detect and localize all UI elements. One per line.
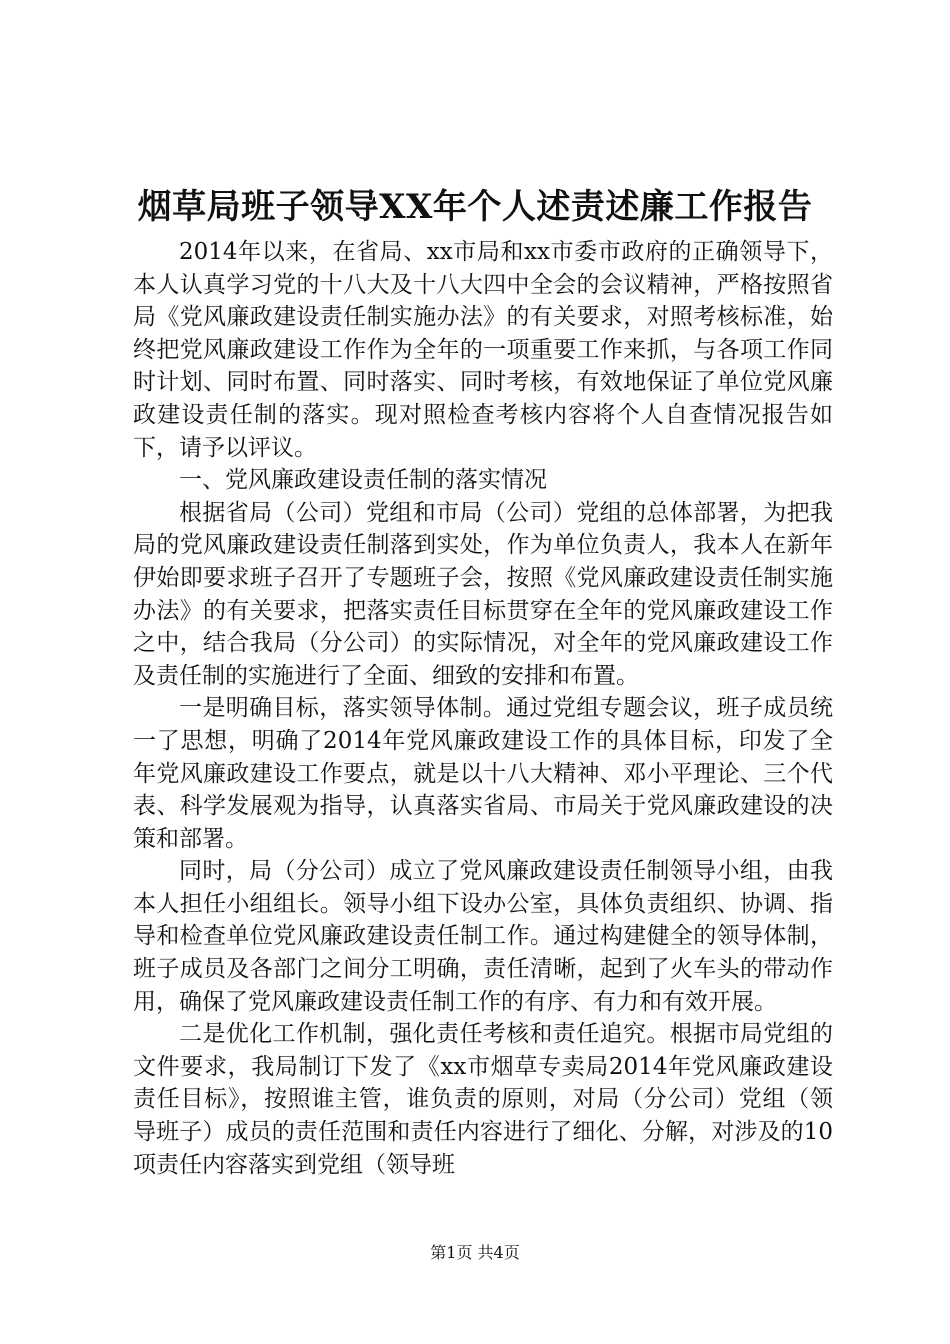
paragraph-intro: 2014年以来，在省局、xx市局和xx市委市政府的正确领导下，本人认真学习党的十八大及十八大四中全会的会议精神，严格按照省局《党风廉政建设责任制实施办法》的有关要求，对照考核标准，始终把党风廉政建设工作作为全年的一项重要工作来抓，与各项工作同时计划、同时布置、同时落实、同时考核，有效地保证了单位党风廉政建设责任制的落实。现对照检查考核内容将个人自查情况报告如下，请予以评议。: [133, 239, 833, 461]
section-heading-1: 一、党风廉政建设责任制的落实情况: [179, 467, 547, 494]
paragraph-work-mechanism: 二是优化工作机制，强化责任考核和责任追究。根据市局党组的文件要求，我局制订下发了《xx市烟草专卖局2014年党风廉政建设责任目标》，按照谁主管，谁负责的原则，对局（分公司）党组（领导班子）成员的责任范围和责任内容进行了细化、分解，对涉及的10项责任内容落实到党组（领导班: [133, 1021, 833, 1178]
paragraph-deployment: 根据省局（公司）党组和市局（公司）党组的总体部署，为把我局的党风廉政建设责任制落到实处，作为单位负责人，我本人在新年伊始即要求班子召开了专题班子会，按照《党风廉政建设责任制实施办法》的有关要求，把落实责任目标贯穿在全年的党风廉政建设工作之中，结合我局（分公司）的实际情况，对全年的党风廉政建设工作及责任制的实施进行了全面、细致的安排和布置。: [133, 499, 833, 689]
page-number-footer: 第1页 共4页: [430, 1243, 520, 1262]
document-body: [133, 236, 833, 1181]
paragraph-clarify-goals: 一是明确目标，落实领导体制。通过党组专题会议，班子成员统一了思想，明确了2014年党风廉政建设工作的具体目标，印发了全年党风廉政建设工作要点，就是以十八大精神、邓小平理论、三个代表、科学发展观为指导，认真落实省局、市局关于党风廉政建设的决策和部署。: [133, 695, 833, 852]
document-title: 烟草局班子领导XX年个人述责述廉工作报告: [137, 187, 813, 227]
paragraph-leadership-group: 同时，局（分公司）成立了党风廉政建设责任制领导小组，由我本人担任小组组长。领导小组下设办公室，具体负责组织、协调、指导和检查单位党风廉政建设责任制工作。通过构建健全的领导体制，班子成员及各部门之间分工明确，责任清晰，起到了火车头的带动作用，确保了党风廉政建设责任制工作的有序、有力和有效开展。: [133, 858, 833, 1015]
